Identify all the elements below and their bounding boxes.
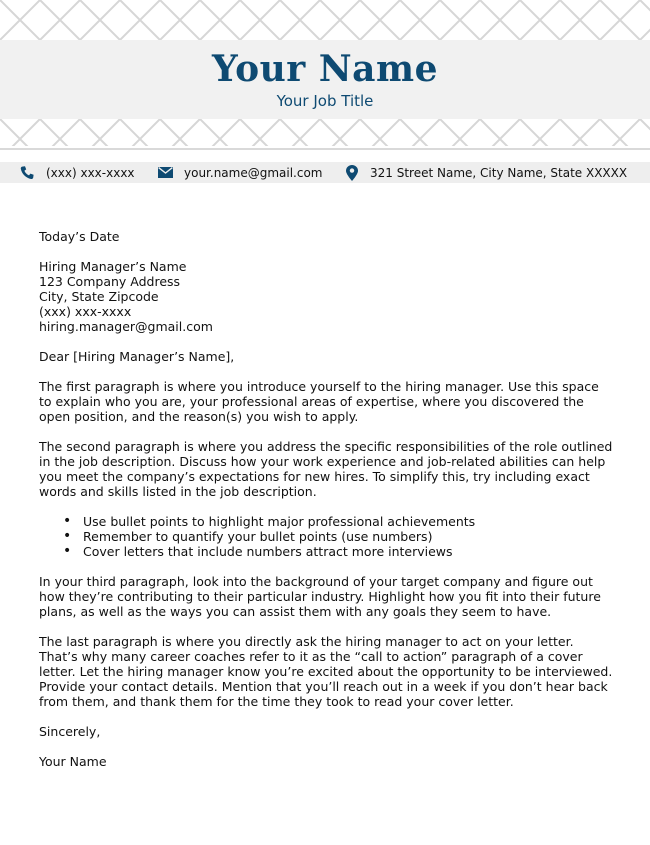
header-pattern-bottom	[0, 119, 650, 146]
recipient-name: Hiring Manager’s Name	[39, 259, 187, 274]
paragraph-call-to-action: The last paragraph is where you directly ask the hiring manager to act on your letter. That’s why many career coaches refer to it as the “call to action” paragraph of a cover letter. Let the hiring manager know you’re excited about the opportunity to be interviewed. Provide your contact details. Mention that you’ll reach out in a week if you don’t hear back from them, and thank them for the time they took to read your cover letter.	[39, 634, 613, 709]
map-pin-icon	[346, 165, 360, 181]
recipient-city: City, State Zipcode	[39, 289, 159, 304]
contact-bar	[0, 162, 650, 183]
header-pattern-top	[0, 0, 650, 40]
job-title: Your Job Title	[276, 92, 374, 110]
list-item: • Use bullet points to highlight major professional achievements	[63, 514, 614, 529]
recipient-phone: (xxx) xxx-xxxx	[39, 304, 132, 319]
signature: Your Name	[39, 754, 107, 769]
email-text: your.name@gmail.com	[184, 165, 323, 180]
recipient-address: 123 Company Address	[39, 274, 181, 289]
contact-email	[158, 162, 323, 183]
applicant-name: Your Name	[212, 48, 438, 90]
list-item: • Remember to quantify your bullet points (use numbers)	[63, 529, 614, 544]
recipient-email: hiring.manager@gmail.com	[39, 319, 213, 334]
name-banner	[0, 40, 650, 119]
header-divider	[0, 148, 650, 150]
paragraph-responsibilities: The second paragraph is where you address the specific responsibilities of the role outlined in the job description. Discuss how your work experience and job-related abilities can help you meet the company’s expectations for new hires. To simplify this, try including exact words and skills listed in the job description.	[39, 439, 613, 499]
phone-icon	[20, 166, 36, 180]
achievement-list	[39, 514, 614, 559]
paragraph-intro: The first paragraph is where you introduce yourself to the hiring manager. Use this space to explain who you are, your professional areas of expertise, where you discovered the open position, and the reason(s) you wish to apply.	[39, 379, 599, 424]
contact-phone	[20, 162, 135, 183]
salutation: Dear [Hiring Manager’s Name],	[39, 349, 235, 364]
envelope-icon	[158, 167, 174, 179]
closing: Sincerely,	[39, 724, 101, 739]
letter-date: Today’s Date	[39, 229, 120, 244]
phone-text: (xxx) xxx-xxxx	[46, 165, 135, 180]
letter-body	[39, 229, 614, 769]
list-item: • Cover letters that include numbers attract more interviews	[63, 544, 614, 559]
paragraph-company: In your third paragraph, look into the background of your target company and figure out how they’re contributing to their particular industry. Highlight how you fit into their future plans, as well as the ways you can assist them with any goals they seem to have.	[39, 574, 601, 619]
recipient-block	[39, 259, 614, 334]
address-text: 321 Street Name, City Name, State XXXXX	[370, 165, 628, 180]
contact-address	[346, 162, 627, 183]
